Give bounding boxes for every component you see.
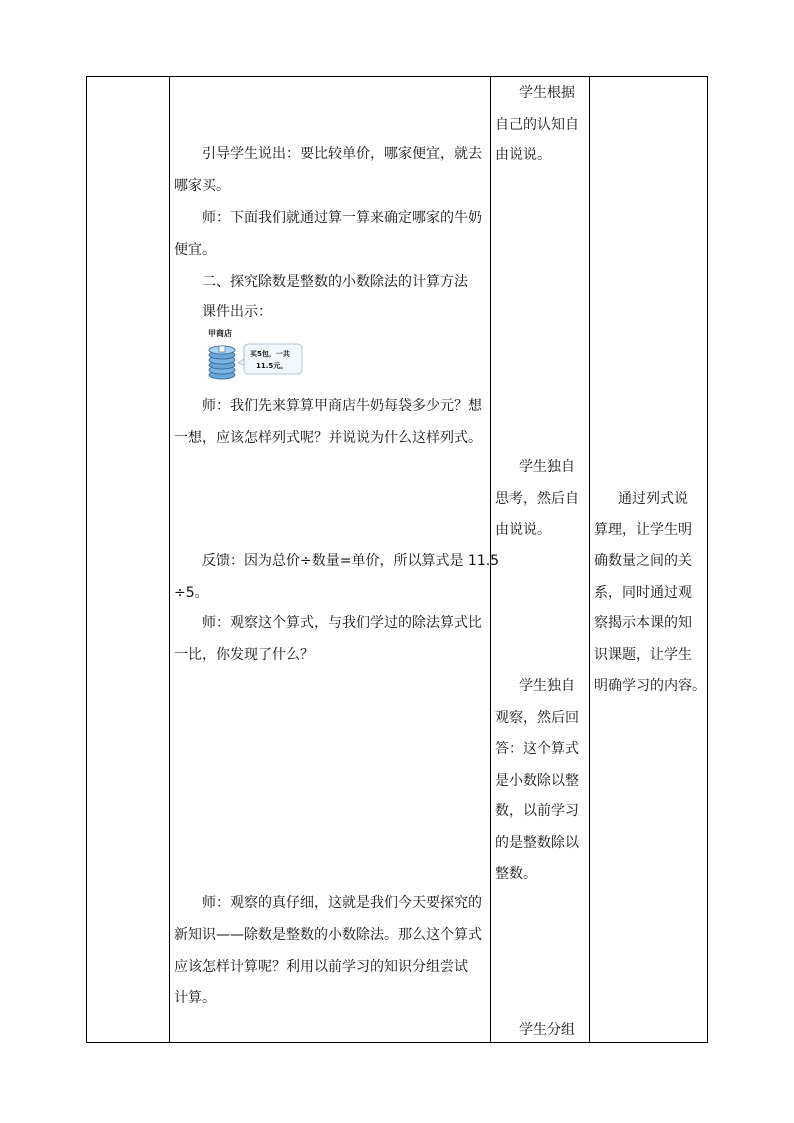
- text-line: 系，同时通过观: [594, 585, 692, 601]
- text-line: 观察，然后回: [495, 710, 579, 726]
- bubble-text: 11.5元。: [256, 362, 288, 370]
- text-line: 数，以前学习: [495, 803, 579, 819]
- text-line: 是小数除以整: [495, 773, 579, 789]
- text-line: ÷5。: [174, 585, 209, 601]
- text-line: 学生独自: [519, 678, 575, 694]
- text-line: 通过列式说: [618, 491, 688, 507]
- text-line: 一比，你发现了什么？: [174, 647, 314, 663]
- text-line: 学生分组: [519, 1022, 575, 1038]
- design-intent-column: [594, 77, 707, 1042]
- text-line: 答：这个算式: [495, 741, 579, 757]
- text-line: 由说说。: [495, 147, 551, 163]
- text-line: 便宜。: [174, 242, 216, 258]
- text-line: 整数。: [495, 866, 537, 882]
- student-activity-column: [495, 77, 587, 1042]
- shop-illustration: [206, 329, 306, 383]
- lesson-table: [86, 76, 708, 1043]
- column-divider: [589, 77, 590, 1042]
- text-line: 学生根据: [519, 85, 575, 101]
- text-line: 计算。: [174, 990, 216, 1006]
- section-heading: 二、探究除数是整数的小数除法的计算方法: [202, 274, 468, 290]
- text-line: 察揭示本课的知: [594, 615, 692, 631]
- text-line: 明确学习的内容。: [594, 678, 706, 694]
- text-line: 自己的认知自: [495, 117, 579, 133]
- text-line: 新知识——除数是整数的小数除法。那么这个算式: [174, 927, 482, 943]
- text-line: 引导学生说出：要比较单价，哪家便宜，就去: [202, 146, 482, 162]
- text-line: 课件出示：: [202, 304, 272, 320]
- text-line: 师：观察这个算式，与我们学过的除法算式比: [202, 615, 482, 631]
- store-label: 甲商店: [208, 329, 232, 338]
- text-line: 师：观察的真仔细，这就是我们今天要探究的: [202, 895, 482, 911]
- text-line: 学生独自: [519, 459, 575, 475]
- text-line: 师：我们先来算算甲商店牛奶每袋多少元？想: [202, 398, 482, 414]
- text-line: 反馈：因为总价÷数量=单价，所以算式是 11.5: [202, 553, 500, 569]
- text-line: 算理，让学生明: [594, 522, 692, 538]
- text-line: 确数量之间的关: [594, 553, 692, 569]
- text-line: 应该怎样计算呢？利用以前学习的知识分组尝试: [174, 959, 468, 975]
- text-line: 思考，然后自: [495, 491, 579, 507]
- text-line: 一想，应该怎样列式呢？并说说为什么这样列式。: [174, 430, 482, 446]
- teacher-activity-column: [174, 77, 500, 1042]
- column-divider: [169, 77, 170, 1042]
- text-line: 识课题，让学生: [594, 647, 692, 663]
- text-line: 师：下面我们就通过算一算来确定哪家的牛奶: [202, 210, 482, 226]
- bubble-text: 买5包，一共: [250, 350, 290, 358]
- text-line: 的是整数除以: [495, 835, 579, 851]
- text-line: 哪家买。: [174, 178, 230, 194]
- text-line: 由说说。: [495, 522, 551, 538]
